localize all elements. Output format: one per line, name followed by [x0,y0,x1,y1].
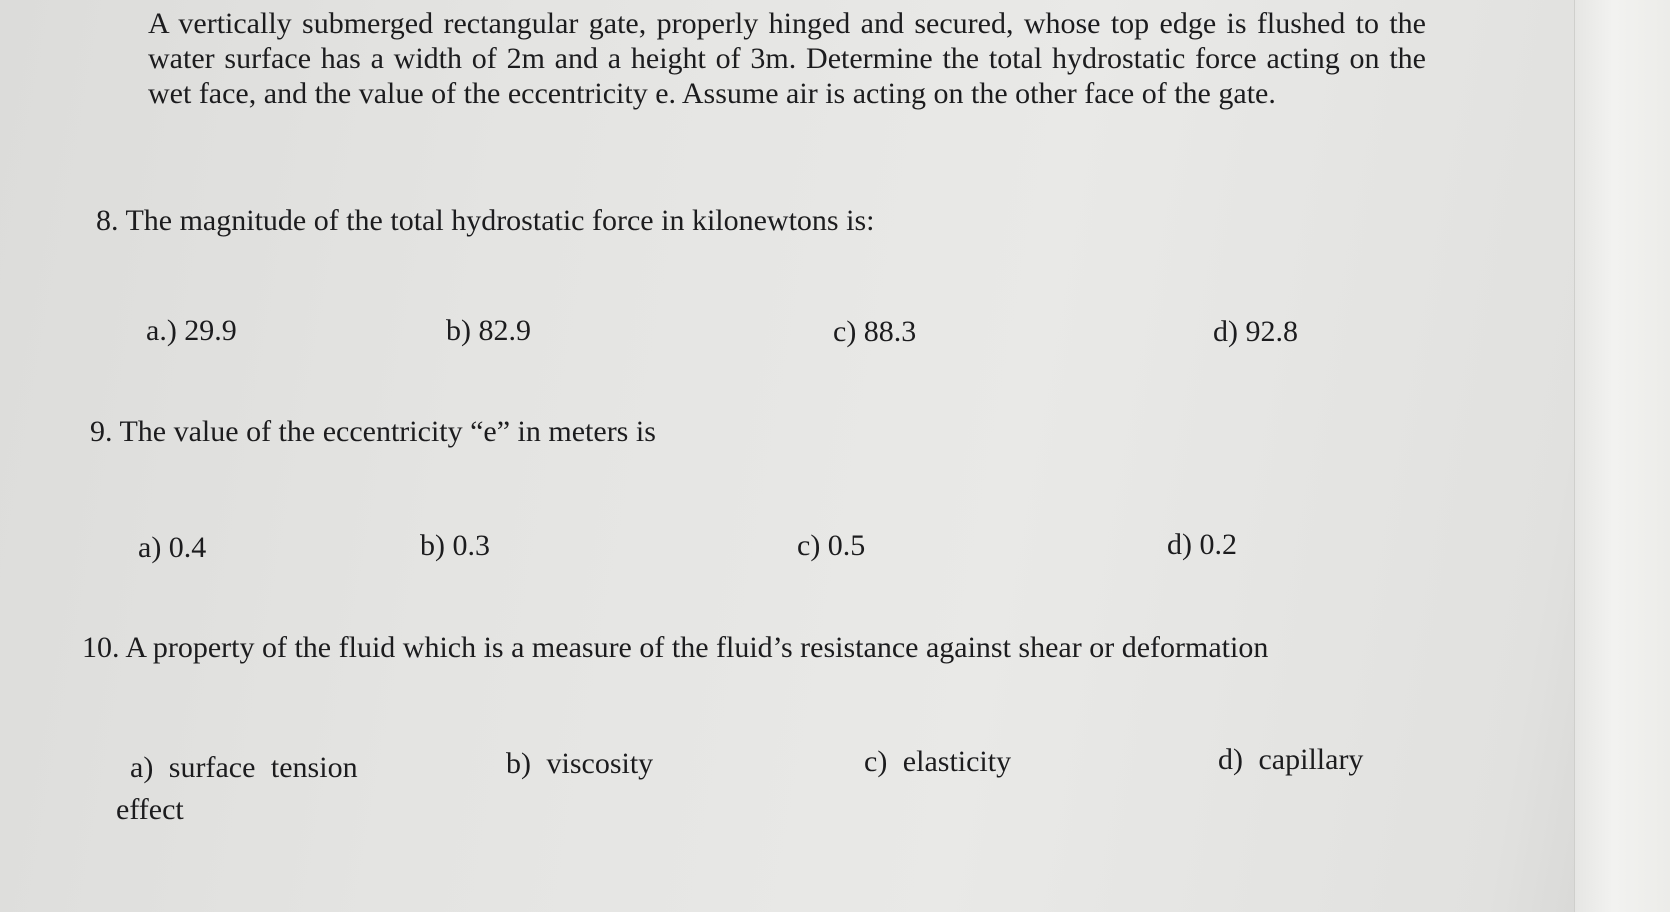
question-10-option-c[interactable]: c) elasticity [864,745,1012,778]
question-9-option-d[interactable]: d) 0.2 [1167,528,1237,561]
question-9-option-b[interactable]: b) 0.3 [420,529,490,562]
question-8-option-c[interactable]: c) 88.3 [833,315,917,348]
question-10-option-d[interactable]: d) capillary [1218,743,1364,776]
question-10-option-b[interactable]: b) viscosity [506,747,654,780]
question-9-option-a[interactable]: a) 0.4 [138,531,207,564]
problem-statement: A vertically submerged rectangular gate, properly hinged and secured, whose top edge is flushed to the water surface has a width of 2m and a height of 3m. Determine the total hydrostatic force acting on the wet face, and the value of the eccentricity e. Assume air is acting on the other face of the gate. [148,7,1426,110]
question-9: 9. The value of the eccentricity “e” in meters is [90,415,656,448]
question-8-option-b[interactable]: b) 82.9 [446,314,531,347]
question-8-option-d[interactable]: d) 92.8 [1213,315,1298,348]
question-8: 8. The magnitude of the total hydrostatic force in kilonewtons is: [96,204,875,237]
question-10-option-a-continuation: effect [116,793,184,826]
question-10: 10. A property of the fluid which is a measure of the fluid’s resistance against shear or deformation [82,631,1269,664]
page-edge [1574,0,1670,912]
question-9-option-c[interactable]: c) 0.5 [797,529,866,562]
question-8-option-a[interactable]: a.) 29.9 [146,314,237,347]
question-10-option-a[interactable]: a) surface tension [130,751,358,784]
